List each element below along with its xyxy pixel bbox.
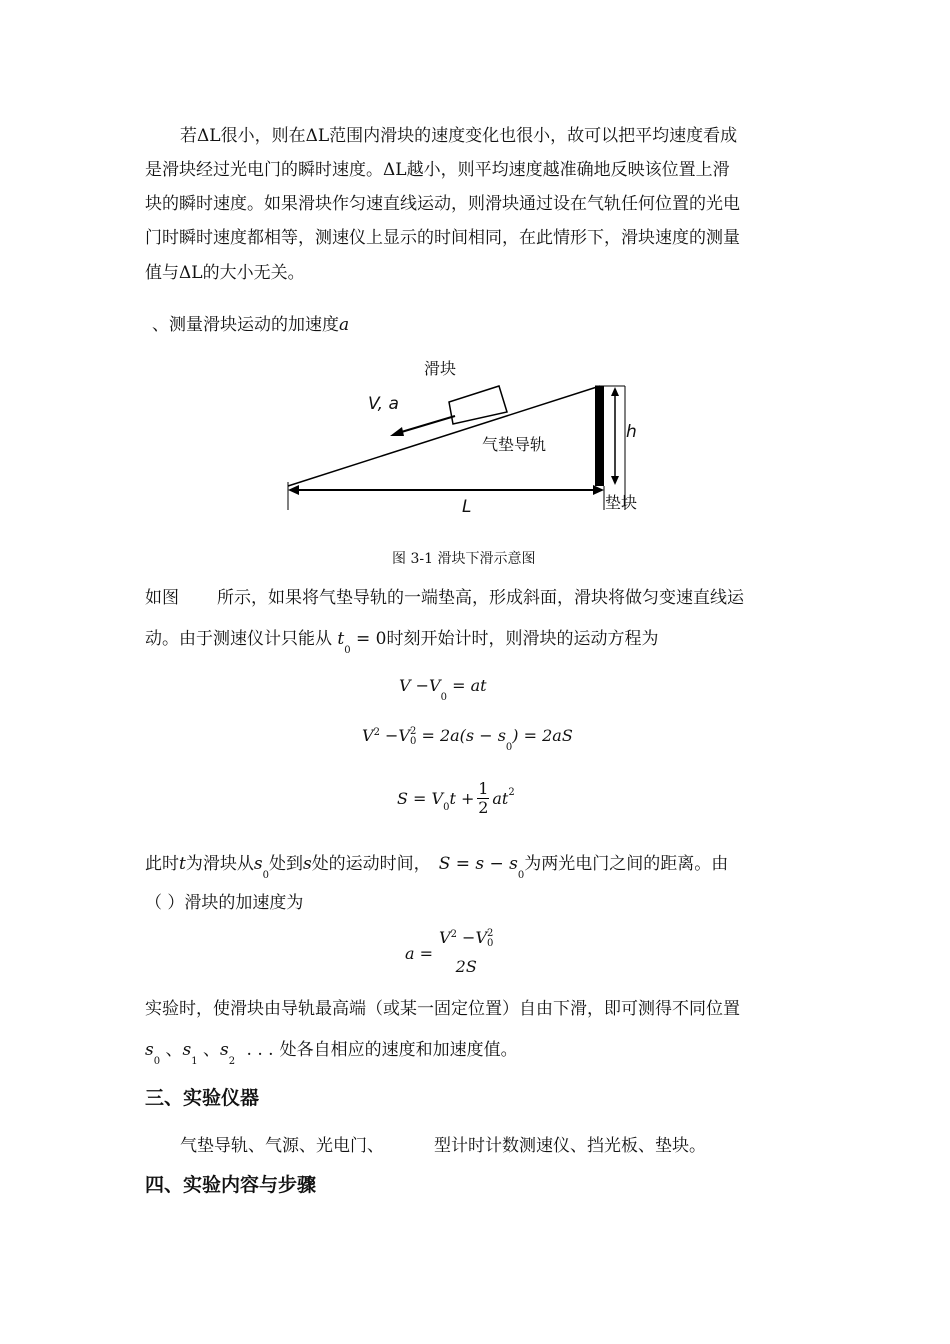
para1-line3: 块的瞬时速度。如果滑块作匀速直线运动，则滑块通过设在气轨任何位置的光电 xyxy=(145,194,740,214)
equation-velocity: $V -V_0$ = at xyxy=(399,676,487,703)
fraction-half: 1 2 xyxy=(478,779,489,817)
para2-line1: 如图 所示，如果将气垫导轨的一端垫高，形成斜面，滑块将做匀变速直线运 xyxy=(145,588,744,608)
para2-line2: 动。由于测速仪计只能从 $t_0 = 0$时刻开始计时，则滑块的运动方程为 xyxy=(145,629,659,656)
height-arrowhead-bottom xyxy=(611,476,619,485)
block-label: 垫块 xyxy=(605,493,638,512)
incline-diagram xyxy=(0,0,950,540)
para1-line5: 值与ΔL的大小无关。 xyxy=(145,263,305,283)
section-heading-acceleration: 、测量滑块运动的加速度a xyxy=(152,315,350,335)
para4-line2: $s_0$ 、$s_1$ 、$s_2$ . . . 处各自相应的速度和加速度值。 xyxy=(145,1040,518,1067)
height-arrowhead-top xyxy=(611,387,619,396)
length-arrowhead-right xyxy=(593,485,604,495)
para1-line2: 是滑块经过光电门的瞬时速度。ΔL越小，则平均速度越准确地反映该位置上滑 xyxy=(145,160,730,180)
para3-line2: （ ）滑块的加速度为 xyxy=(145,893,304,913)
equation-velocity-squared: $V^2 -V$ 2 0 = $2a(s - s_0) = 2aS$ xyxy=(362,725,573,753)
incline-surface xyxy=(288,386,600,486)
figure-caption: 图 3-1 滑块下滑示意图 xyxy=(392,551,536,567)
para1-line4: 门时瞬时速度都相等，测速仪上显示的时间相同，在此情形下，滑块速度的测量 xyxy=(145,228,740,248)
section-heading-instruments: 三、实验仪器 xyxy=(145,1087,260,1109)
rail-label: 气垫导轨 xyxy=(482,435,547,454)
height-label: h xyxy=(626,422,637,442)
support-pillar xyxy=(595,386,604,486)
velocity-arrow xyxy=(398,416,455,433)
velocity-arrowhead xyxy=(390,427,404,436)
slider-label: 滑块 xyxy=(424,359,457,378)
para1-line1: 若ΔL很小，则在ΔL范围内滑块的速度变化也很小，故可以把平均速度看成 xyxy=(180,126,738,146)
equation-displacement: S = V 0 t + 1 2 at 2 xyxy=(397,779,515,817)
instruments-list: 气垫导轨、气源、光电门、 型计时计数测速仪、挡光板、垫块。 xyxy=(180,1136,706,1156)
section-heading-procedure: 四、实验内容与步骤 xyxy=(145,1174,317,1196)
length-arrowhead-left xyxy=(288,485,299,495)
para4-line1: 实验时，使滑块由导轨最高端（或某一固定位置）自由下滑，即可测得不同位置 xyxy=(145,999,740,1019)
length-label: L xyxy=(462,497,472,517)
equation-acceleration: a = $V^2 -V$ 2 0 2S xyxy=(405,927,494,976)
velocity-label: V, a xyxy=(368,394,399,414)
para3-line1: 此时t为滑块从$s_0$处到s处的运动时间， $S = s - s_0$为两光电门之间的距离。由 xyxy=(145,854,729,881)
